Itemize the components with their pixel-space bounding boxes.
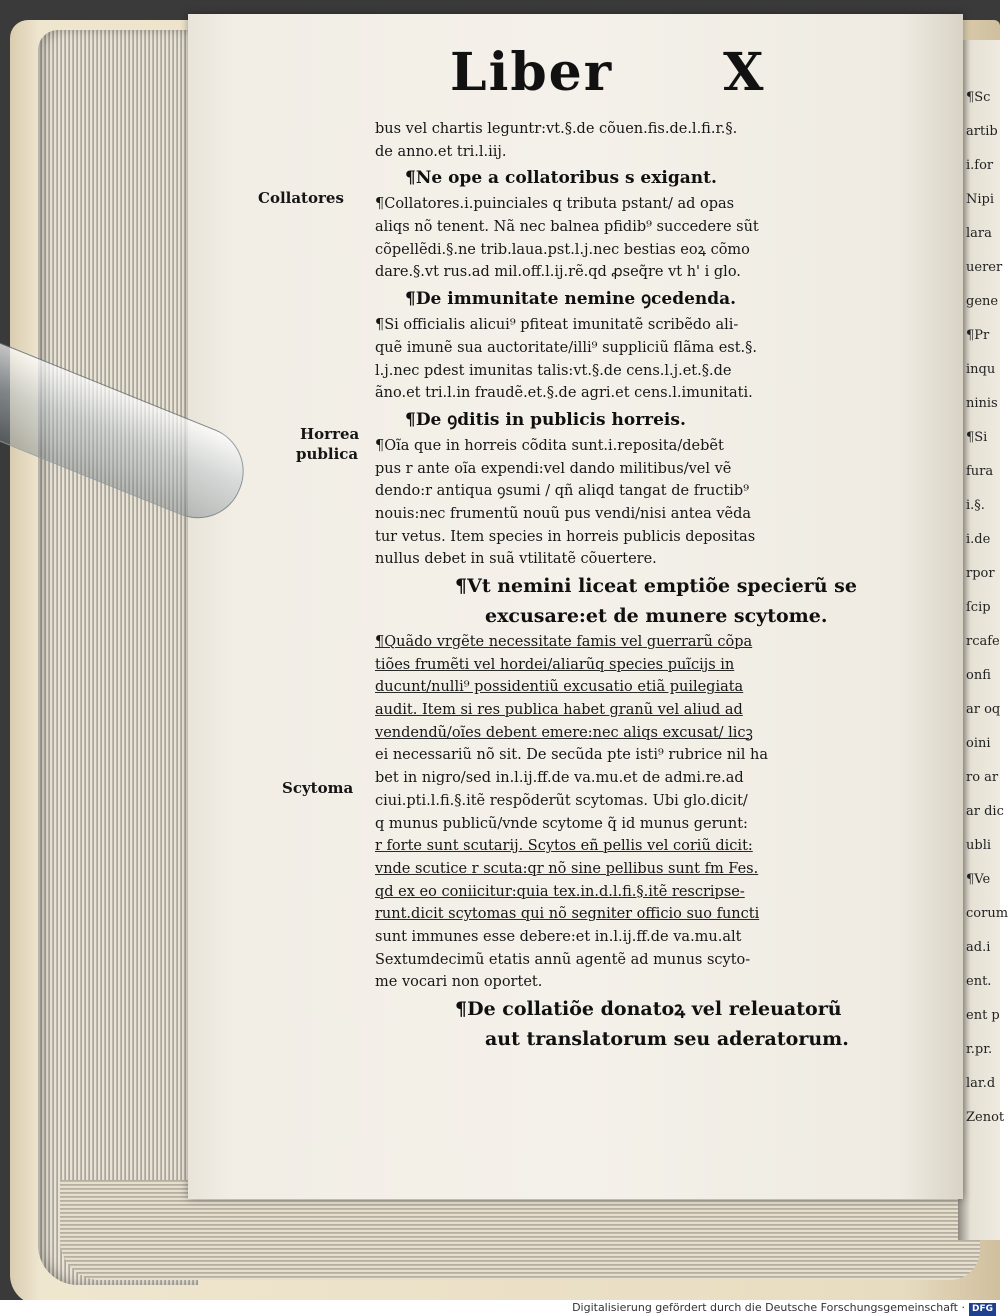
- underlined-text-line: audit. Item si res publica habet granũ vel aliud ad: [375, 702, 743, 719]
- text-line: de anno.et tri.l.iij.: [375, 143, 507, 160]
- underlined-text-line: qd ex eo coniicitur:quia tex.in.d.l.fi.§.itẽ rescripse-: [375, 883, 745, 900]
- text-line: ¶Oĩa que in horreis cõdita sunt.i.reposita/debẽt: [375, 437, 724, 454]
- section-heading: ¶Vt nemini liceat emptiõe specierũ se: [455, 575, 857, 597]
- text-line: pus r ante oĩa expendi:vel dando militibus/vel vẽ: [375, 460, 732, 477]
- next-page-fragment: artib: [966, 124, 998, 139]
- underlined-text-line: tiões frumẽti vel hordei/aliarũq species puĩcijs in: [375, 656, 735, 673]
- text-line: sunt immunes esse debere:et in.l.ij.ff.de va.mu.alt: [375, 928, 742, 945]
- next-page-fragment: ¶Si: [966, 430, 988, 445]
- text-line: tur vetus. Item species in horreis publicis depositas: [375, 528, 756, 545]
- next-page-fragment: ¶Ve: [966, 872, 991, 887]
- next-page-fragment: onfi: [966, 668, 991, 683]
- margin-note-collatores: Collatores: [258, 189, 344, 207]
- underlined-text-line: r forte sunt scutarij. Scytos eñ pellis vel coriũ dicit:: [375, 838, 753, 855]
- text-line: l.j.nec pdest imunitas talis:vt.§.de cens.l.j.et.§.de: [375, 362, 732, 379]
- next-page-fragment: ro ar: [966, 770, 999, 785]
- footer-text: Digitalisierung gefördert durch die Deutsche Forschungsgemeinschaft ·: [572, 1301, 965, 1314]
- text-line: aliqs nõ tenent. Nã nec balnea pfidib⁹ succedere sũt: [375, 219, 759, 236]
- next-page-fragment: ubli: [966, 838, 992, 853]
- text-line: dare.§.vt rus.ad mil.off.l.ij.rẽ.qd ꝓseq̃re vt h' i glo.: [375, 264, 741, 281]
- next-page-fragment: ¶Pr: [966, 328, 990, 343]
- next-page-fragment: ar oq: [966, 702, 1001, 717]
- underlined-text-line: vendendũ/oĩes debent emere:nec aliqs excusat/ licꝫ: [375, 724, 753, 741]
- underlined-text-line: ¶Quãdo vrgẽte necessitate famis vel guerrarũ cõpa: [375, 634, 753, 650]
- next-page-fragment: ent.: [966, 974, 992, 989]
- header-title: Liber: [450, 42, 614, 103]
- next-page-fragment: Nipi: [966, 192, 995, 207]
- underlined-text-line: runt.dicit scytomas qui nõ segniter officio suo functi: [375, 906, 760, 923]
- text-line: ei necessariũ nõ sit. De secũda pte isti⁹ rubrice nil ha: [375, 747, 769, 764]
- next-page-fragment: corum: [966, 906, 1008, 921]
- text-line: bet in nigro/sed in.l.ij.ff.de va.mu.et de admi.re.ad: [375, 770, 744, 787]
- section-heading: ¶De collatiõe donatoꝝ vel releuatorũ: [455, 998, 842, 1020]
- next-page-fragment: ent p: [966, 1008, 1000, 1023]
- underlined-text-line: ducunt/nulli⁹ possidentiũ excusatio etiã puilegiata: [375, 679, 744, 696]
- next-page-fragment: uerer: [966, 260, 1003, 275]
- text-line: nullus debet in suã vtilitatẽ cõuertere.: [375, 551, 657, 568]
- text-line: ¶Si officialis alicui⁹ pfiteat imunitatẽ scribẽdo ali-: [375, 317, 739, 334]
- footer-credit: [0, 1300, 1000, 1316]
- next-page-fragment: ninis: [966, 396, 998, 411]
- text-line: q munus publicũ/vnde scytome q̃ id munus gerunt:: [375, 815, 748, 832]
- next-page-fragment: rcafe: [966, 634, 1000, 649]
- dfg-logo: DFG: [969, 1303, 996, 1316]
- next-page-fragment: fura: [966, 464, 994, 479]
- next-page-fragment: ar dic: [966, 804, 1004, 819]
- text-line: ¶Collatores.i.puinciales q tributa pstant/ ad opas: [375, 196, 735, 213]
- text-line: Sextumdecimũ etatis annũ agentẽ ad munus scyto-: [375, 951, 751, 968]
- page-edges-left: [38, 30, 198, 1285]
- section-heading: ¶De ꝯditis in publicis horreis.: [405, 409, 686, 430]
- text-line: quẽ imunẽ sua auctoritate/illi⁹ suppliciũ flãma est.§.: [375, 339, 758, 356]
- next-page-fragment: i.§.: [966, 498, 985, 513]
- next-page-fragment: i.for: [966, 158, 994, 173]
- next-page-fragment: Zenot: [966, 1110, 1005, 1125]
- next-page-fragment: ſcip: [966, 600, 991, 615]
- page-header: [450, 42, 766, 103]
- next-page-fragment: r.pr.: [966, 1042, 993, 1057]
- underlined-text-line: vnde scutice r scuta:qr nõ sine pellibus sunt fm Fes.: [375, 860, 759, 877]
- next-page-fragment: i.de: [966, 532, 991, 547]
- text-line: nouis:nec frumentũ nouũ pus vendi/nisi antea vẽda: [375, 505, 752, 522]
- text-line: ãno.et tri.l.in fraudẽ.et.§.de agri.et cens.l.imunitati.: [375, 385, 753, 402]
- text-line: cõpellẽdi.§.ne trib.laua.pst.l.j.nec bestias eoꝝ cõmo: [375, 241, 750, 258]
- next-page-fragment: gene: [966, 294, 999, 309]
- next-page-fragment: ad.i: [966, 940, 991, 955]
- next-page-fragment: rpor: [966, 566, 995, 581]
- next-page-sliver: [958, 40, 1008, 1240]
- section-heading-continued: excusare:et de munere scytome.: [485, 605, 828, 627]
- header-book-number: X: [723, 42, 766, 103]
- text-column: [375, 118, 885, 1054]
- next-page-fragment: lara: [966, 226, 992, 241]
- margin-note-scytoma: Scytoma: [282, 779, 354, 797]
- next-page-fragment: inqu: [966, 362, 996, 377]
- next-page-fragment: lar.d: [966, 1076, 996, 1091]
- text-line: me vocari non oportet.: [375, 974, 543, 991]
- next-page-fragment: oini: [966, 736, 991, 751]
- section-heading: ¶De immunitate nemine ꝯcedenda.: [405, 289, 737, 310]
- margin-note-horrea: Horrea: [300, 425, 360, 443]
- section-heading: ¶Ne ope a collatoribus s exigant.: [405, 168, 717, 189]
- next-page-fragment: ¶Sc: [966, 90, 991, 105]
- text-line: ciui.pti.l.fi.§.itẽ respõderũt scytomas. Ubi glo.dicit/: [375, 792, 748, 809]
- margin-note-publica: publica: [296, 445, 359, 463]
- text-line: bus vel chartis leguntr:vt.§.de cõuen.fis.de.l.fi.r.§.: [375, 121, 738, 137]
- section-heading-continued: aut translatorum seu aderatorum.: [485, 1028, 849, 1050]
- text-line: dendo:r antiqua ꝯsumi / qñ aliqd tangat de fructib⁹: [375, 483, 750, 500]
